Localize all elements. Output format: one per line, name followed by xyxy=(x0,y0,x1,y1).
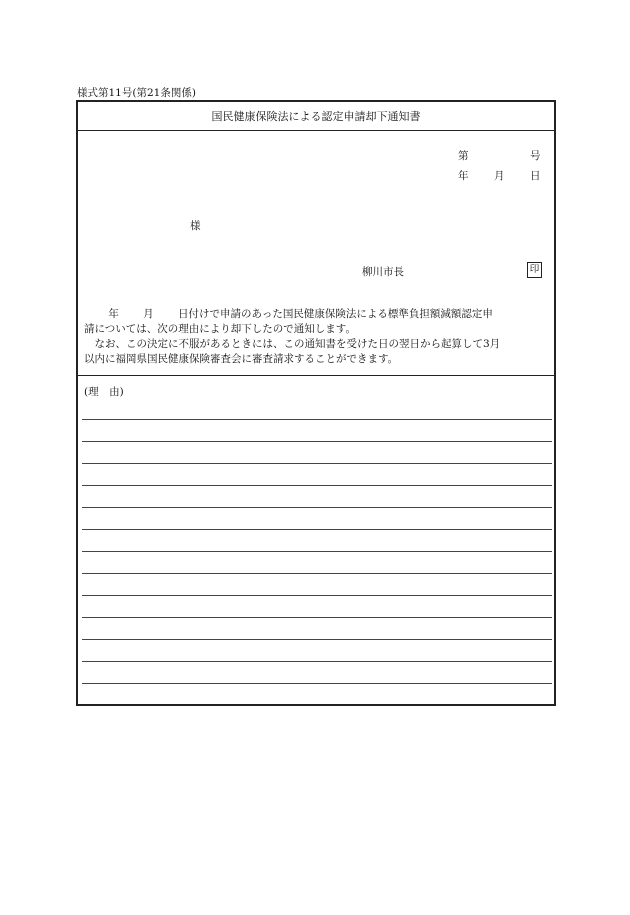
reason-rule-line xyxy=(82,639,552,640)
body-line: 以内に福岡県国民健康保険審査会に審査請求することができます。 xyxy=(84,353,399,365)
notice-form xyxy=(76,100,556,706)
date-month: 月 xyxy=(494,170,505,182)
reason-rule-line xyxy=(82,507,552,508)
reason-rule-line xyxy=(82,485,552,486)
body-line: 年 月 日付けで申請のあった国民健康保険法による標準負担額減額認定申 xyxy=(84,308,493,320)
reason-rule-line xyxy=(82,595,552,596)
reason-rule-line xyxy=(82,529,552,530)
reason-section xyxy=(78,375,554,398)
doc-number-prefix: 第 xyxy=(458,150,469,162)
document-title: 国民健康保険法による認定申請却下通知書 xyxy=(78,102,554,131)
reason-rule-line xyxy=(82,683,552,684)
reason-rule-line xyxy=(82,661,552,662)
seal-mark: 印 xyxy=(527,262,542,278)
form-number: 様式第11号(第21条関係) xyxy=(77,87,196,99)
reason-rule-line xyxy=(82,419,552,420)
date-day: 日 xyxy=(530,170,541,182)
date-year: 年 xyxy=(458,170,469,182)
body-line: なお、この決定に不服があるときには、この通知書を受けた日の翌日から起算して3月 xyxy=(84,338,501,350)
reason-rule-line xyxy=(82,551,552,552)
reason-label: (理 由) xyxy=(84,386,124,398)
notice-body xyxy=(84,307,552,367)
reason-rule-line xyxy=(82,441,552,442)
reason-rule-line xyxy=(82,463,552,464)
addressee-suffix: 様 xyxy=(190,220,201,232)
reason-rule-line xyxy=(82,617,552,618)
body-line: 請については、次の理由により却下したので通知します。 xyxy=(84,323,356,335)
doc-number-suffix: 号 xyxy=(530,150,541,162)
reason-rule-line xyxy=(82,573,552,574)
issuer-name: 柳川市長 xyxy=(362,266,404,278)
